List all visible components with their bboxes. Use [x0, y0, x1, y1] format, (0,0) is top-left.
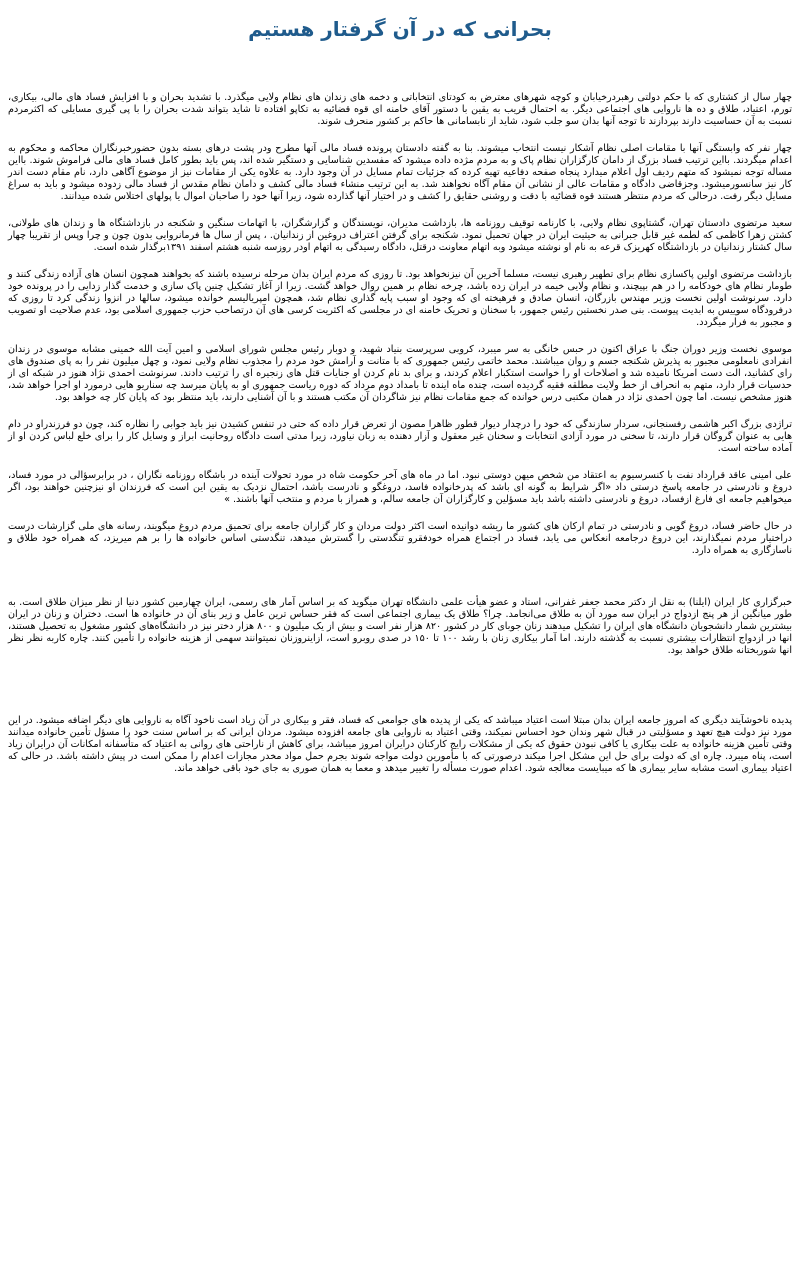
- article-paragraph-3: سعید مرتضوی دادستان تهران، گشتاپوی نظام ولایی، با کارنامه توقیف روزنامه ها، بازداشت مدیران، نویسندگان و گزارشگران، با اتهامات سنگین و شکنجه در بازداشتگاه ها و زندان های طولانی، کشتن زهرا کاظمی که لطمه غیر قابل جبرانی به حیثیت ایران در جهان تحمیل نمود. شکنجه برای گرفتن اعتراف دروغین از زندانیان. ، پس از سال ها فرمانروایی بدون چون و چرا وپس از تقریبا چهار سال کشتار زندانیان در بازداشتگاه کهریزک قرعه به نام او نوشته میشود وبه اتهام معاونت درقتل، دادگاه رسیدگی به اتهام اودر روزسه شنبه هشتم اسفند ۱۳۹۱برگذار شده است.: [8, 218, 792, 253]
- article-paragraph-10: پدیده ناخوشآیند دیگری که امروز جامعه ایران بدان مبتلا است اعتیاد میباشد که یکی از پدیده های جوامعی که فساد، فقر و بیکاری در آن زیاد است ناخود آگاه به ناروایی های دیگر اضافه میشود. در این مورد نیز دولت هیچ تعهد و مسؤلیتی در قبال شهر وندان خود احساس نمیکند، وقتی اعتیاد به ناروایی های جامعه افزوده میشود. مردان ایرانی که بر اساس سنت خود را مسؤل تأمین خانواده میدانند وقتی تأمین هزینه خانواده به علت بیکاری یا کافی نبودن حقوق که یکی از مشکلات رایج کارکنان درایران امروز میباشد، برای کاهش از ناراحتی های روانی به اعتیاد که متأسفانه امکانات آن درایران زیاد است، پناه میبرد. چاره ای که دولت برای حل این مشکل اجرا میکند درصورتی که با مأمورین دولت مواجه شوند بجرم حمل مواد مخدر مجازات اعدام را ممکن است در پیش داشته باشد. در حالی که اعتیاد بیماری است مشابه سایر بیماری ها که میبایست معالجه شود. اعدام صورت مسأله را تغییر میدهد و معما به همان صوری به جای خود باقی خواهد ماند.: [8, 715, 792, 774]
- article-paragraph-6: تراژدی بزرگ اکبر هاشمی رفسنجانی، سردار سازندگی که خود را درچدار دیوار قطور ظاهرا مصون از تعرض قرار داده که حتی در تنفس کشیدن نیز باید جوابی را نظاره کند، چون دو فرزندراو در دام هایی به عنوان گروگان قرار دارند، تا سخنی در مورد آزادی انتخابات و سخنان غیر معقول و آزار دهنده به زبان نیاورد، زیرا مدتی است دادگاه روحانیت ابراز و وسایل کار را برای خلع لباس کردن او از آماده ساخته است.: [8, 419, 792, 454]
- article-paragraph-9: خبرگزاری کار ایران (ایلنا) به نقل از دکتر محمد جعفر غفرانی، استاد و عضو هیأت علمی دانشگاه تهران میگوید که بر اساس آمار های رسمی، ایران چهارمین کشور دنیا از نظر میزان طلاق است. به طور میانگین از هر پنج ازدواج در ایران سه مورد آن به طلاق می‌انجامد. چرا؟ طلاق یک بیماری اجتماعی است که فقر حساس ترین عامل و زیر بنای آن در خانواده ها است. دختران و زنان در ایران بیشترین شمار دانشجویان دانشگاه های ایران را تشکیل میدهند زنان جوبای کار در کشور ۸۲۰ هزار نفر است و بیش از یک میلیون و ۸۰۰ هزار دختر نیز در دانشگاه‌های کشور مشغول به تحصیل هستند، انها در ازدواج انتظارات بیشتری نسبت به گذشته دارند. اما آمار بیکاری زنان با رشد ۱۰۰ تا ۱۵۰ در صدی روبرو است، ازاینروزنان نمیتوانند سهمی از هزینه خانواده را تأمین کنند. چاره کاربه نظر نظر انها شوربختانه طلاق خواهد بود.: [8, 597, 792, 656]
- article-paragraph-2: چهار نفر که وابستگی آنها با مقامات اصلی نظام آشکار نیست انتخاب میشوند. بنا به گفته دادستان پرونده فساد مالی آنها مطرح ودر پشت درهای بسته بدون حضورخبرنگاران محاکمه و محکوم به اعدام میگردند. بااین ترتیب فساد بزرگ از دامان کارگزاران نظام پاک و به مردم مژده داده میشود که مفسدین شناسایی و دستگیر شده اند، پس باید بطور کامل فساد های مالی فراموش شوند. بااین مساله توجه نمیشود که متهم ردیف اول اعلام میدارد پنجاه صفحه دفاعیه تهیه کرده که جزئیات تمام مسایل در آن وجود دارد. به علاوه یکی از مقامات نیز از موضوع آگاهی دارد، نام مقام دست اندر کار نیز سانسورمیشود. وجزقاضی دادگاه و مقامات عالی از نشانی آن مقام آگاه نخواهند شد. به این ترتیب منشاء فساد مالی کشف و دامان نظام مقدس از فساد مالی زدوده میشود و باید به سراغ مسایل دیگر رفت. درحالی که مردم منتظر هستند قوه قضائیه با دقت و روشنی حقایق را کشف و در اختیار آنها گذارده شود، زیرا آنها خود را صاحبان اموال یا پولهای اختلاس شده میدانند.: [8, 143, 792, 202]
- article-title: بحرانی که در آن گرفتار هستیم: [248, 17, 552, 41]
- article-paragraph-5: موسوی نخست وزیر دوران جنگ با عراق اکنون در حبس خانگی به سر میبرد، کروبی سرپرست بنیاد شهید، و دوبار رئیس مجلس شورای اسلامی و امین آیت الله خمینی مشابه موسوی در زندان انفرادی نامعلومی مجبور به پذیرش شکنجه جسم و روان میباشند. محمد خاتمی رئیس جمهوری که با متانت و آرامش خود مردم را مجذوب نظام ولایی نمود، و چهل میلیون نفر را به پای صندوق های رای کشانید، الت دست امریکا نامیده شد و اصلاحات او را خواست استکبار اعلام کردند، و برای بد نام کردن او جنایات قتل های زنجیره ای را ترتیب دادند. سرنوشت احمدی نژاد هنوز در شبکه ای از حدسیات قرار دارد، متهم به انحراف از خط ولایت مطلقه فقیه گردیده است، چنده ماه اینده تا بامداد دوم مرداد که دوره ریاست جمهوری او به پایان میرسد چه سناریو هایی درمورد او اجرا خواهد شد، هنوز مشخص نیست. اما چون احمدی نژاد در همان مکتبی درس خوانده که جمع مقامات نظام نیز شاگردان آن مکتب هستند و با آن آشنایی دارند، باید منتظر بود که پایان کار چه خواهد بود.: [8, 344, 792, 403]
- article-paragraph-8: در حال حاضر فساد، دروغ گویی و نادرستی در تمام ارکان های کشور ما ریشه دوانیده است اکثر دولت مردان و کار گزاران جامعه برای تحمیق مردم دروغ میگویند، رسانه های ملی گزارشات درست دراختیار مردم نمیگذارند، این دروغ درجامعه انعکاس می یابد، فساد در اجتماع همراه خودفقرو تنگدستی را گسترش میدهد، تنگدستی اساس خانواده ها را بر هم میریزد، که همراه خود طلاق و ناسازگاری به همراه دارد.: [8, 521, 792, 556]
- article-paragraph-4: بازداشت مرتضوی اولین پاکسازی نظام برای تطهیر رهبری نیست، مسلما آخرین آن نیزنخواهد بود. تا روزی که مردم ایران بدان مرحله نرسیده باشند که بخواهند همچون انسان های آزاده زندگی کنند و طومار نظام های خودکامه را در هم بپیچند، و نظام ولایی خیمه در ایران زده باشد، چرخه نظام بر همین روال خواهد گشت. زیرا از آغاز تشکیل چنین پاک سازی و خدمت گذار زدایی را در پرونده خود دارد. سرنوشت اولین نخست وزیر مهندس بازرگان، انسان صادق و فرهیخته ای که وجود او سبب پایه گذاری نظام شد، همچون امپریالیسم خوانده میشود، سالها در انزوا زندگی کرد تا روزی که درفرودگاه سوییس به ابدیت پیوست. بنی صدر نخستین رئیس جمهور، با سخنان و تحریک خامنه ای در مجلسی که اکثریت کرسی های آن درتصاحب حزب جمهوری اسلامی بود، عدم صلاحیت او تصویب و مجبور به فرار میگردد.: [8, 269, 792, 328]
- article-paragraph-7: علی امینی عاقد قرارداد نفت با کنسرسیوم به اعتقاد من شخص میهن دوستی نبود. اما در ماه های آخر حکومت شاه در مورد تحولات آینده در باشگاه روزنامه نگاران ، در برابرسؤالی در مورد فساد، دروغ و نادرستی در جامعه پاسخ درستی داد «اگر شرایط به گونه ای باشد که پدرخانواده فاسد، دروغگو و نادرست باشد، احتمال نزدیک به یقین این است که فرزندان او نیزچنین خواهند بود، اگر میخواهیم جامعه ای فارغ ازفساد، دروغ و نادرستی داشته باشد باید مسؤلین و کارگزاران آن جامعه سالم، و همراز با مردم و منتخب آنها باشند. »: [8, 470, 792, 505]
- article-paragraph-1: چهار سال از کشتاری که با حکم دولتی رهبردرخیابان و کوچه شهرهای معترض به کودتای انتخاباتی و دخمه های زندان های نظام ولایی میگذرد. با تشدید بحران و با افزایش فساد های مالی، بیکاری، تورم، اعتیاد، طلاق و ده ها ناروایی های اجتماعی دیگر. به احتمال قریب به یقین با دستور آقای خامنه ای قوه قضائیه به تکاپو افتاده تا شاید بتواند شدت بحران را با پی گیری مسایلی که اکثرمردم نسبت به آن حساسیت دارند بپردازند تا توجه آنها بدان سو جلب شود، شاید از نابسامانی ها حاکم بر کشور منحرف شوند.: [8, 92, 792, 127]
